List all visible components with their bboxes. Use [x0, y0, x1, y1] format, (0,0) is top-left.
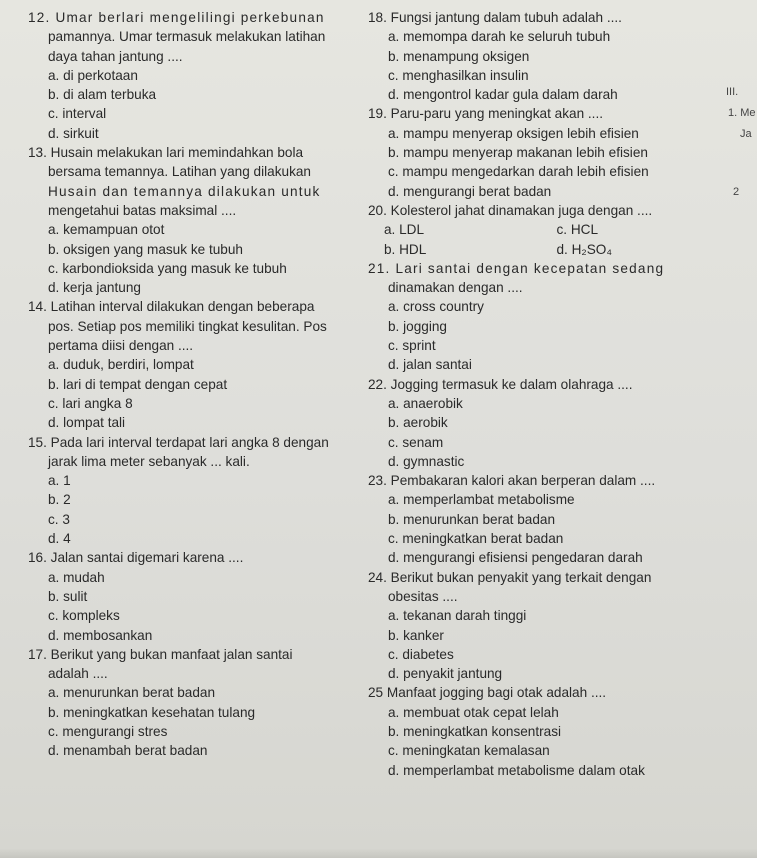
right-text-line: b. jogging	[388, 318, 447, 334]
right-question-line: 22. Jogging termasuk ke dalam olahraga ....	[368, 376, 633, 392]
right-text-line: c. senam	[388, 434, 444, 450]
left-question-line: 14. Latihan interval dilakukan dengan beberapa	[28, 299, 315, 315]
right-text-line: c. diabetes	[388, 646, 454, 662]
left-text-line: c. karbondioksida yang masuk ke tubuh	[48, 260, 287, 276]
page-bottom-shadow	[0, 848, 757, 858]
right-option: c. HCL	[556, 222, 599, 238]
right-question-line: 20. Kolesterol jahat dinamakan juga dengan ....	[368, 202, 653, 218]
edge-fragment-me: 1. Me	[728, 107, 756, 119]
right-text-line: d. gymnastic	[388, 453, 465, 469]
right-text-line: d. penyakit jantung	[388, 666, 503, 682]
right-text-line: d. mengurangi berat badan	[388, 183, 552, 199]
right-text-line: b. aerobik	[388, 415, 448, 431]
right-text-line: a. anaerobik	[388, 395, 463, 411]
right-text-line: a. membuat otak cepat lelah	[388, 704, 559, 720]
left-question-line: 13. Husain melakukan lari memindahkan bola	[28, 145, 304, 161]
right-column	[368, 8, 713, 780]
right-text-line: d. jalan santai	[388, 357, 472, 373]
right-question-line: 21. Lari santai dengan kecepatan sedang	[368, 260, 665, 276]
left-text-line: c. mengurangi stres	[48, 723, 168, 739]
right-option-row	[368, 220, 713, 239]
right-text-line: d. mengurangi efisiensi pengedaran darah	[388, 550, 643, 566]
right-text-line: c. meningkatan kemalasan	[388, 743, 550, 759]
right-question-line: 19. Paru-paru yang meningkat akan ....	[368, 106, 604, 122]
left-text-line: b. lari di tempat dengan cepat	[48, 376, 228, 392]
left-text-line: b. oksigen yang masuk ke tubuh	[48, 241, 243, 257]
left-text-line: mengetahui batas maksimal ....	[48, 202, 237, 218]
right-option: b. HDL	[384, 241, 427, 257]
edge-fragment-roman: III.	[726, 86, 739, 98]
left-text-line: c. 3	[48, 511, 70, 527]
right-text-line: a. memompa darah ke seluruh tubuh	[388, 29, 611, 45]
right-text-line: c. meningkatkan berat badan	[388, 531, 564, 547]
left-text-line: d. membosankan	[48, 627, 153, 643]
left-text-line: a. di perkotaan	[48, 67, 138, 83]
right-text-line: dinamakan dengan ....	[388, 280, 523, 296]
left-text-line: d. 4	[48, 531, 71, 547]
left-text-line: c. interval	[48, 106, 107, 122]
left-text-line: pertama diisi dengan ....	[48, 338, 194, 354]
edge-fragment-ja: Ja	[740, 128, 752, 140]
right-text-line: d. memperlambat metabolisme dalam otak	[388, 762, 645, 778]
right-text-line: b. menurunkan berat badan	[388, 511, 556, 527]
left-text-line: a. duduk, berdiri, lompat	[48, 357, 194, 373]
left-text-line: b. 2	[48, 492, 71, 508]
right-question-line: 24. Berikut bukan penyakit yang terkait dengan	[368, 569, 652, 585]
right-text-line: b. mampu menyerap makanan lebih efisien	[388, 145, 648, 161]
right-text-line: b. kanker	[388, 627, 444, 643]
left-text-line: a. menurunkan berat badan	[48, 685, 216, 701]
left-text-line: b. di alam terbuka	[48, 87, 157, 103]
right-text-line: c. sprint	[388, 338, 436, 354]
right-text-line: b. menampung oksigen	[388, 48, 530, 64]
left-text-line: Husain dan temannya dilakukan untuk	[48, 183, 321, 199]
left-question-line: 17. Berikut yang bukan manfaat jalan santai	[28, 646, 293, 662]
left-text-line: a. mudah	[48, 569, 105, 585]
right-text-line: c. mampu mengedarkan darah lebih efisien	[388, 164, 649, 180]
right-option-row	[368, 240, 713, 259]
left-text-line: b. meningkatkan kesehatan tulang	[48, 704, 256, 720]
left-text-line: d. kerja jantung	[48, 280, 141, 296]
left-text-line: pamannya. Umar termasuk melakukan latihan	[48, 29, 326, 45]
left-text-line: b. sulit	[48, 588, 88, 604]
right-text-line: a. cross country	[388, 299, 484, 315]
right-text-line: a. tekanan darah tinggi	[388, 608, 527, 624]
edge-fragment-2: 2	[733, 186, 740, 198]
left-question-line: 12. Umar berlari mengelilingi perkebunan	[28, 10, 325, 25]
left-text-line: adalah ....	[48, 666, 108, 682]
right-option: a. LDL	[384, 222, 425, 238]
left-text-line: d. sirkuit	[48, 125, 99, 141]
right-text-line: a. mampu menyerap oksigen lebih efisien	[388, 125, 639, 141]
right-text-line: d. mengontrol kadar gula dalam darah	[388, 87, 618, 103]
left-text-line: daya tahan jantung ....	[48, 48, 183, 64]
right-option: d. H₂SO₄	[556, 241, 612, 257]
left-text-line: d. menambah berat badan	[48, 743, 208, 759]
left-text-line: a. 1	[48, 473, 71, 489]
left-text-line: pos. Setiap pos memiliki tingkat kesulitan. Pos	[48, 318, 327, 334]
left-text-line: c. kompleks	[48, 608, 120, 624]
left-question-line: 15. Pada lari interval terdapat lari angka 8 dengan	[28, 434, 329, 450]
right-question-line: 18. Fungsi jantung dalam tubuh adalah ....	[368, 10, 622, 25]
right-question-line: 25 Manfaat jogging bagi otak adalah ....	[368, 685, 607, 701]
left-text-line: bersama temannya. Latihan yang dilakukan	[48, 164, 311, 180]
right-question-line: 23. Pembakaran kalori akan berperan dalam ....	[368, 473, 656, 489]
left-text-line: c. lari angka 8	[48, 395, 133, 411]
right-text-line: c. menghasilkan insulin	[388, 67, 529, 83]
left-text-line: a. kemampuan otot	[48, 222, 165, 238]
left-text-line: jarak lima meter sebanyak ... kali.	[48, 453, 250, 469]
right-text-line: a. memperlambat metabolisme	[388, 492, 575, 508]
left-question-line: 16. Jalan santai digemari karena ....	[28, 550, 244, 566]
right-text-line: obesitas ....	[388, 588, 458, 604]
right-text-line: b. meningkatkan konsentrasi	[388, 723, 562, 739]
left-column	[28, 8, 360, 761]
left-text-line: d. lompat tali	[48, 415, 126, 431]
